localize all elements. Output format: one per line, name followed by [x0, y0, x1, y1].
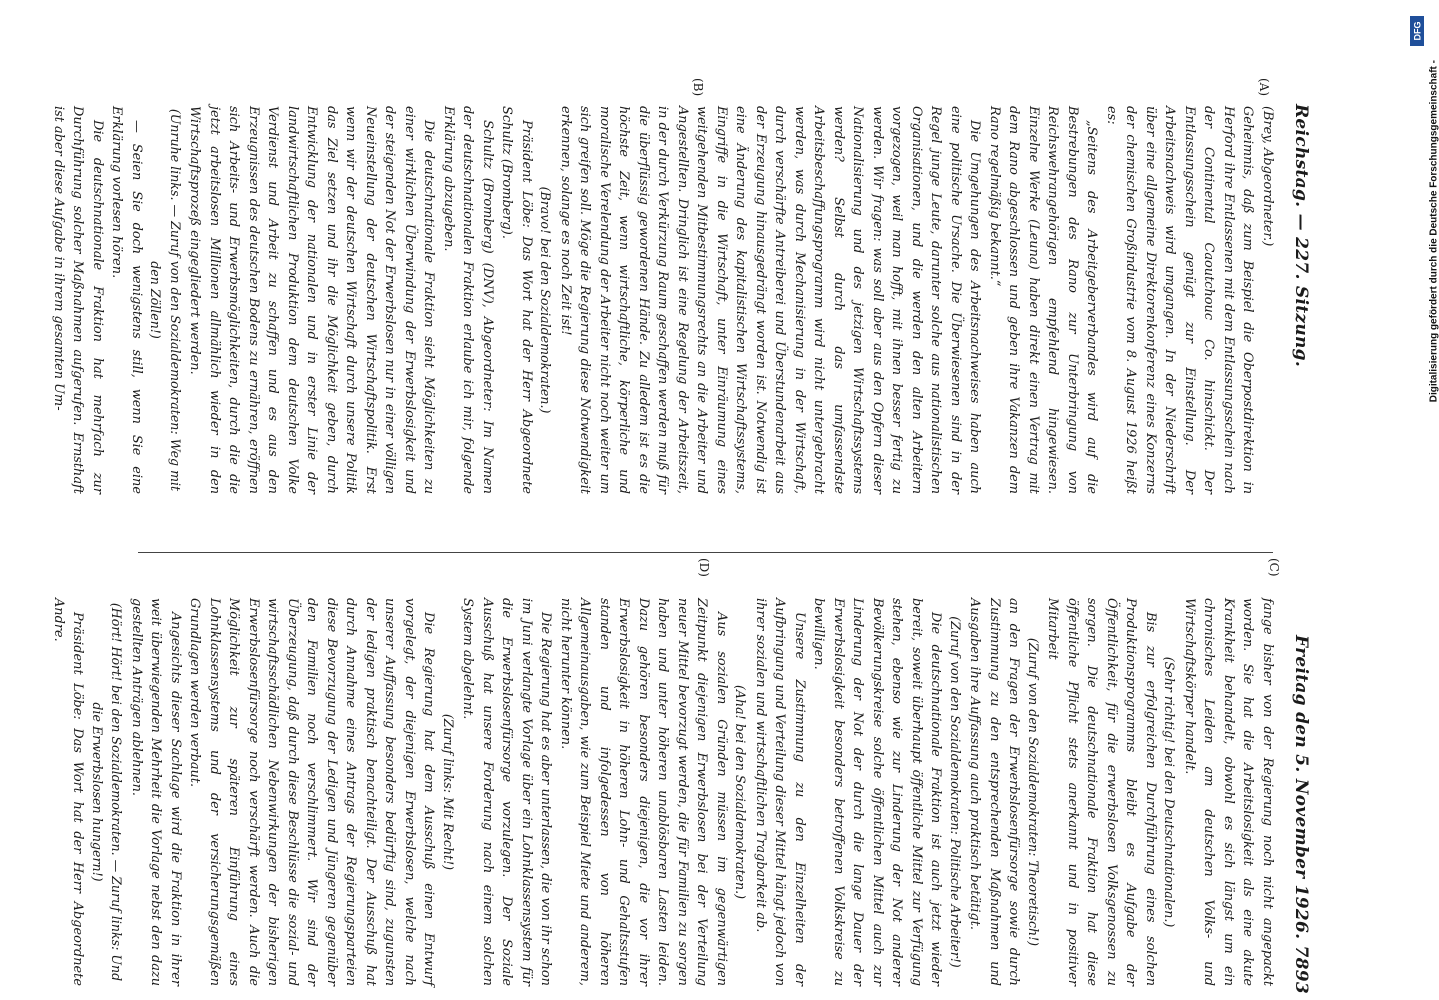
running-header-date: Freitag den 5. November 1926.	[1291, 635, 1311, 940]
digitization-credit-strip	[1406, 10, 1439, 990]
text-column-left	[49, 106, 1278, 494]
paragraph: Die deutschnationale Fraktion ist auch jetzt wieder bereit, soweit überhaupt öffentliche Mittel zur Verfügung stehen, ebenso wie zur Linderung der Not anderer Bevölkerungskreise solche öffentlichen Mittel auch zur Linderung der Not der durch die lange Dauer der Erwerbslosigkeit besonders betroffenen Volkskreise zu bewilligen.	[811, 598, 944, 986]
interjection: (Hört! Hört! bei den Sozialdemokraten. — Zuruf links: Und die Erwerbslosen hungern!)	[90, 602, 125, 982]
interjection: (Aha! bei den Sozialdemokraten.)	[733, 684, 749, 899]
paragraph: an den Fragen der Erwerbslosenfürsorge sowie durch Zustimmung zu den entsprechenden Maßnahmen und Ausgaben ihre Auffassung auch praktisch betätigt.	[967, 598, 1022, 986]
digitization-credit: Digitalisierung gefördert durch die Deutsche Forschungsgemeinschaft -	[1428, 60, 1439, 403]
paragraph: Unsere Zustimmung zu den Einzelheiten der Aufbringung und Verteilung dieser Mittel hängt jedoch von ihrer sozialen und wirtschaftlichen Tragbarkeit ab.	[753, 598, 807, 986]
quotation: „Seitens des Arbeitgeberverbandes wird auf die Bestrebungen des Rano zur Unterbringung von Reichswehrangehörigen empfehlend hingewiesen. Einzelne Werke (Leuna) haben direkt einen Vertrag mit dem Rano abgeschlossen und geben ihre Vakanzen dem Rano regelmäßig bekannt.“	[987, 106, 1100, 494]
running-header-session: Reichstag. — 227. Sitzung.	[1291, 104, 1311, 368]
speaker-intro: Schultz (Bromberg) (DNV), Abgeordneter: Im Namen der deutschnationalen Fraktion erlaube ich mir, folgende Erklärung abzugeben.	[441, 106, 495, 494]
interjection: (Zuruf von den Sozialdemokraten: Politische Arbeiter!)	[948, 616, 963, 968]
paragraph: Die deutschnationale Fraktion sieht Möglichkeiten zu einer wirklichen Überwindung der Erwerbslosigkeit und der steigenden Not der Erwerbslosen nur in einer völligen Neueinstellung der deutschen Wirtschaftspolitik. Erst wenn wir der deutschen Wirtschaft durch unsere Politik das Ziel setzen und ihr die Möglichkeit geben, durch Entwicklung der nationalen und in erster Linie der landwirtschaftlichen Produktion dem deutschen Volke Verdienst und Arbeit zu schaffen und es aus den Erzeugnissen des deutschen Bodens zu ernähren, eröffnen sich Arbeits- und Erwerbsmöglichkeiten, durch die die jetzt arbeitslosen Millionen allmählich wieder in den Wirtschaftsprozeß eingegliedert werden.	[187, 106, 437, 494]
text-column-right	[49, 598, 1278, 986]
margin-marker-b: (B)	[691, 78, 705, 97]
paragraph: Aus sozialen Gründen müssen im gegenwärtigen Zeitpunkt diejenigen Erwerbslosen bei der Verteilung neuer Mittel bevorzugt werden, die für Familien zu sorgen haben und unter höheren unablösbaren Lasten leiden. Dazu gehören besonders diejenigen, die vor ihrer Erwerbslosigkeit in höheren Lohn- und Gehaltsstufen standen und infolgedessen von höheren Allgemeinausgaben, wie zum Beispiel Miete und anderem, nicht herunter können.	[558, 598, 729, 986]
paragraph: Die deutschnationale Fraktion hat mehrfach zur Durchführung solcher Maßnahmen aufgerufen. Ernsthaft ist aber diese Aufgabe in ihrem gesamten Um-	[51, 106, 105, 494]
margin-marker-c: (C)	[1267, 558, 1281, 577]
interjection: (Zuruf von den Sozialdemokraten: Theoretisch!)	[1026, 637, 1041, 947]
interjection: (Zuruf links: Mit Recht!)	[441, 713, 456, 871]
paragraph: Die Umgehungen des Arbeitsnachweises haben auch eine politische Ursache. Die Überwiesenen sind in der Regel junge Leute, darunter solche aus nationalistischen Organisationen, und die werden den alten Arbeitern vorgezogen, weil man hofft, mit ihnen besser fertig zu werden. Wir fragen: was soll aber aus den Opfern dieser Nationalisierung und des jetzigen Wirtschaftssystems werden? Selbst durch das umfassendste Arbeitsbeschaffungsprogramm wird nicht untergebracht werden, was durch Mechanisierung in der Wirtschaft, durch verschärfte Antreiberei und Überstundenarbeit aus der Erzeugung hinausgedrängt worden ist. Notwendig ist eine Änderung des kapitalistischen Wirtschaftssystems, Eingriffe in die Wirtschaft, unter Einräumung eines weitgehenden Mitbestimmungsrechts an die Arbeiter und Angestellten. Dringlich ist eine Regelung der Arbeitszeit, in der durch Verkürzung Raum geschaffen werden muß für die überflüssig gewordenen Hände. Zu alledem ist es die höchste Zeit, wenn wirtschaftliche, körperliche und moralische Verelendung der Arbeiter nicht noch weiter um sich greifen soll. Möge die Regierung diese Notwendigkeit erkennen, solange es noch Zeit ist!	[558, 106, 983, 494]
paragraph: Die Regierung hat dem Ausschuß einen Entwurf vorgelegt, der diejenigen Erwerbslosen, welche nach unserer Auffassung besonders bedürftig sind, zugunsten der ledigen praktisch benachteiligt. Der Ausschuß hat durch Annahme eines Antrags der Regierungsparteien diese Bevorzugung der Ledigen und Jüngeren gegenüber den Familien noch verschlimmert. Wir sind der Überzeugung, daß durch diese Beschlüsse die sozial- und wirtschaftsschädlichen Nebenwirkungen der bisherigen Erwerbslosenfürsorge noch verschärft werden. Auch die Möglichkeit zur späteren Einführung eines Lohnklassensystems und der versicherungsgemäßen Grundlagen werden verbaut.	[187, 598, 437, 986]
paragraph: fange bisher von der Regierung noch nicht angepackt worden. Sie hat die Arbeitslosigkeit als eine akute Krankheit behandelt, obwohl es sich längst um ein chronisches Leiden am deutschen Volks- und Wirtschaftskörper handelt.	[1182, 598, 1275, 986]
paragraph: Geheimnis, daß zum Beispiel die Oberpostdirektion in Herford ihre Entlassenen mit dem Entlassungsschein nach der Continental Caoutchouc Co. hinschickt. Der Entlassungsschein genügt zur Einstellung. Der Arbeitsnachweis wird umgangen. In der Niederschrift über eine allgemeine Direktorenkonferenz eines Konzerns der chemischen Großindustrie vom 8. August 1926 heißt es:	[1104, 106, 1256, 494]
page-number: 7893	[1291, 945, 1311, 994]
interjection: (Sehr richtig! bei den Deutschnationalen.)	[1162, 656, 1178, 928]
paragraph: Angesichts dieser Sachlage wird die Fraktion in ihrer weit überwiegenden Mehrheit die Vorlage nebst den dazu gestellten Anträgen ablehnen.	[129, 598, 183, 986]
margin-marker-d: (D)	[697, 558, 711, 577]
president-remark: Präsident Löbe: Das Wort hat der Herr Abgeordnete Schultz (Bromberg).	[499, 106, 534, 494]
document-page	[51, 78, 1317, 1000]
paragraph: Bis zur erfolgreichen Durchführung eines solchen Produktionsprogramms bleibt es Aufgabe der Öffentlichkeit, für die erwerbslosen Volksgenossen zu sorgen. Die deutschnationale Fraktion hat diese öffentliche Pflicht stets anerkannt und in positiver Mitarbeit	[1045, 598, 1158, 986]
president-remark: Präsident Löbe: Das Wort hat der Herr Abgeordnete Andre.	[51, 598, 86, 986]
paragraph: — Seien Sie doch wenigstens still, wenn Sie eine Erklärung vorlesen hören.	[109, 106, 144, 494]
margin-marker-a: (A)	[1257, 78, 1271, 97]
dfg-logo: DFG	[1410, 16, 1424, 46]
column-divider	[138, 552, 1273, 553]
paragraph: Die Regierung hat es aber unterlassen, die von ihr schon im Juni verlangte Vorlage über ein Lohnklassensystem für die Erwerbslosenfürsorge vorzulegen. Der Soziale Ausschuß hat unsere Forderung nach einem solchen System abgelehnt.	[460, 598, 554, 986]
speaker-continuation: (Brey, Abgeordneter.)	[1260, 106, 1275, 247]
interjection: (Unruhe links. — Zuruf von den Sozialdemokraten: Weg mit den Zöllen!)	[148, 108, 183, 492]
interjection: (Bravo! bei den Sozialdemokraten.)	[538, 186, 554, 414]
